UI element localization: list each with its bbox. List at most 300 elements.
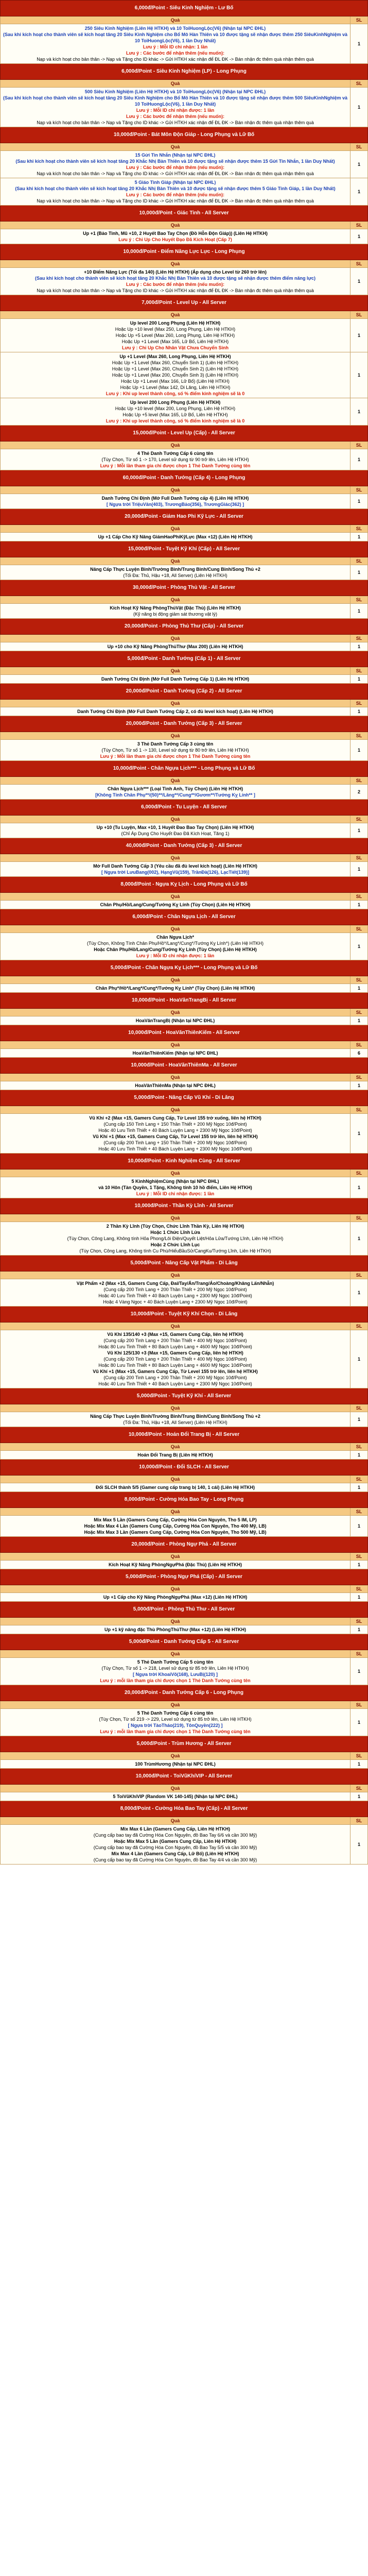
column-header-row [1,816,368,823]
reward-line: Up +1 kỹ năng đặc Thù PhòngThủThư (Max +12) (Liên Hệ HTKH) [104,1627,247,1632]
reward-line: Hoặc Up +1 Level (Max 260, Chuyển Sinh 2) (Liên Hệ HTKH) [112,366,239,371]
reward-line: (Cung cấp 200 Tinh Lang + 150 Thần Thiết + 200 Mỹ Ngọc 10đ/Point) [103,1140,247,1145]
section-title: 60,000đ/Point - Danh Tướng (Cấp 4) - Long Phụng [1,470,368,486]
quantity-cell: 1 [350,88,367,127]
qty-column-header: SL [350,143,367,151]
reward-line: Kích Hoạt Kỹ Năng PhòngNgựPhá (Đặc Thù) (Liên Hệ HTKH) [108,1562,242,1567]
reward-description [1,565,351,580]
table-row [1,740,368,761]
reward-line: Chân Ngựa Lịch* [156,935,194,940]
quest-column-header: Quà [1,222,351,229]
note-line: Lưu ý : Khi up level thành công, số % điểm kinh nghiệm sẽ là 0 [106,391,245,396]
table-row [1,1114,368,1154]
reward-description [1,1760,351,1769]
quantity-cell: 1 [350,707,367,716]
column-header-row [1,1476,368,1483]
quest-column-header: Quà [1,1323,351,1330]
reward-line: (Cung cấp 200 Tinh Lang + 200 Thần Thiết + 200 Mỹ Ngọc 10đ/Point) [103,1375,247,1380]
quest-column-header: Quà [1,143,351,151]
reward-description [1,984,351,993]
section-title: 5,000đ/Point - Phòng Thủ Thư - All Server [1,1602,368,1618]
quantity-cell: 1 [350,984,367,993]
qty-column-header: SL [350,557,367,565]
reward-description [1,1451,351,1460]
note-line: Lưu ý : Các bước để nhận thêm (nếu muốn): [126,192,224,197]
section-header [1,1198,368,1214]
section-title: 10,000đ/Point - Giác Tinh - All Server [1,206,368,222]
column-header-row [1,1785,368,1792]
qty-column-header: SL [350,1650,367,1658]
section-header [1,761,368,777]
reward-line: Hoặc Up +5 level (Max 165, Lữ Bố, Liên Hệ HTKH) [122,412,228,417]
reward-line: Up level 200 Long Phụng (Liên Hệ HTKH) [130,400,221,405]
reward-line: (Tùy Chọn, Từ số 1 -> 218, Level sử dụng từ 85 trở lên, Liên Hệ HTKH) [101,1666,249,1671]
column-header-row [1,635,368,642]
reward-line: Nạp và kích hoạt cho bản thân -> Nạp và Tặng cho ID khác -> Gửi HTKH xác nhận để ĐL ĐK -> Bán nhận đc thêm quà nhận thêm quà [37,198,314,204]
section-header [1,1256,368,1272]
reward-line: Up +1 (Bảo Tinh, Mũ +10, 2 Huyết Bao Tay Chọn (Đồ Hỗn Độn Giáp)) (Liên Hệ HTKH) [83,231,268,236]
note-line: Lưu ý : Mỗi ID chỉ nhận được: 1 lần [136,953,215,958]
section-header [1,580,368,596]
reward-line: Nâng Cấp Thực Luyện Binh/Trường Binh/Trung Binh/Cung Binh/Song Thủ +2 [90,567,260,572]
reward-line: (Tối Đa: Thủ, Hậu +18, All Server) (Liên Hệ HTKH) [123,1420,227,1425]
qty-column-header: SL [350,976,367,984]
reward-description [1,933,351,960]
section-title: 20,000đ/Point - Phòng Ngự Phá - All Server [1,1537,368,1553]
section-title: 10,000đ/Point - HoaVănTrangBị - All Server [1,993,368,1009]
reward-line: Mix Max 6 Lần (Gamers Cung Cấp, Liên Hệ HTKH) [120,1826,231,1832]
section-header [1,1602,368,1618]
reward-description [1,1483,351,1492]
reward-line: Vật Phẩm +2 (Max +15, Gamers Cung Cấp, Đai/Tay/Ấn/Trang/Áo/Choàng/Khăng Lấn/Nhẫn) [76,1281,274,1286]
column-header-row [1,311,368,319]
reward-line: Chân Ngựa Lịch*** (Loại Tình Anh, Tùy Chọn) (Liên Hệ HTKH) [107,786,243,791]
reward-description [1,1709,351,1736]
reward-description [1,740,351,761]
column-header-row [1,1553,368,1561]
qty-column-header: SL [350,1618,367,1625]
quest-column-header: Quà [1,16,351,24]
table-row [1,1760,368,1769]
reward-description [1,178,351,206]
reward-line: [ Ngựa trời TàoTháo(219), TônQuyền(222) ] [128,1723,223,1728]
table-row [1,1593,368,1602]
table-row [1,1516,368,1537]
section-title: 10,000đ/Point - Đổi SLCH - All Server [1,1460,368,1476]
quantity-cell: 1 [350,675,367,684]
reward-description [1,151,351,178]
quantity-cell: 1 [350,229,367,244]
note-line: Lưu ý : Chỉ Up Cho Nhân Vật Chưa Chuyển Sinh [121,345,229,350]
reward-line: (Cung cấp 150 Tinh Lang + 150 Thần Thiết + 200 Mỹ Ngọc 10đ/Point) [103,1122,247,1127]
section-title: 10,000đ/Point - HoaVănThiênKiếm - All Server [1,1025,368,1041]
qty-column-header: SL [350,1106,367,1114]
column-header-row [1,1508,368,1516]
quantity-cell: 1 [350,1177,367,1198]
quest-column-header: Quà [1,976,351,984]
quest-column-header: Quà [1,1618,351,1625]
reward-description [1,1561,351,1569]
reward-line: [ Ngựa trời TriệuVân(403), TrươngBảo(356), TrươngGiác(362) ] [106,502,244,507]
reward-line: 100 TrùmHương (Nhận tại NPC ĐHL) [135,1761,216,1767]
reward-line: Danh Tướng Chỉ Định (Mở Full Danh Tướng Cấp 2, có đủ level kích hoạt) (Liên Hệ HTKH) [77,709,273,714]
section-header [1,1634,368,1650]
reward-description [1,823,351,838]
section-header [1,684,368,700]
qty-column-header: SL [350,893,367,901]
quest-column-header: Quà [1,1553,351,1561]
column-header-row [1,777,368,785]
quantity-cell: 1 [350,1451,367,1460]
reward-description [1,642,351,651]
column-header-row [1,486,368,494]
quantity-cell: 1 [350,533,367,541]
column-header-row [1,1701,368,1709]
quest-column-header: Quà [1,667,351,675]
reward-description [1,1279,351,1307]
column-header-row [1,1106,368,1114]
quest-column-header: Quà [1,1214,351,1222]
reward-line: (Cung cấp bao tay đã Cường Hóa Con Nguyên, đồ Bao Tay 6/6 và cần 300 Mỹ) [93,1833,257,1838]
qty-column-header: SL [350,1074,367,1081]
note-line: Lưu ý : Mỗi ID chỉ nhận được: 1 lần [136,1191,215,1196]
reward-line: và 10 Hôn (Tàn Quyền, 1 Tặng, Không tính 10 hồ điểm, Liên Hệ HTKH) [98,1185,252,1190]
quantity-cell: 1 [350,823,367,838]
section-header [1,1090,368,1106]
section-header [1,244,368,260]
section-header [1,1307,368,1323]
quantity-cell: 1 [350,151,367,178]
table-row [1,1081,368,1090]
column-header-row [1,1404,368,1412]
note-line: Lưu ý : Chỉ Up Cho Huyết Đạo Đã Kích Hoạt (Cấp 7) [118,237,232,242]
table-row [1,1330,368,1388]
table-row [1,1016,368,1025]
column-header-row [1,1009,368,1016]
quest-column-header: Quà [1,1650,351,1658]
table-row [1,352,368,398]
column-header-row [1,16,368,24]
reward-line: (Sau khi kích hoạt cho thành viên sẽ kích hoạt tăng 20 Khắc Nhị Bàn Thiên và 10 được tặng sẽ nhận được thêm 15 Gửi Tin Nhắn, 1 lần Duy Nhất) [15,159,335,164]
qty-column-header: SL [350,1214,367,1222]
reward-line: (Tùy Chọn, Không Tính Chân Phụ/Hồ*/Lang*/Cung*/Tướng Kỵ Lính*) (Liên Hệ HTKH) [87,941,264,946]
reward-line: Hoặc Up +10 level (Max 250, Long Phụng, Liên Hệ HTKH) [115,327,236,332]
reward-description [1,785,351,800]
reward-description [1,1412,351,1427]
table-row [1,494,368,509]
section-header [1,1769,368,1785]
reward-line: Hoán Đổi Trang Bị (Liên Hệ HTKH) [137,1452,213,1458]
reward-line: (Sau khi kích hoạt cho thành viên sẽ kích hoạt tăng 20 Siêu Kinh Nghiệm cho Bổ Mô Hàn Thiên và 10 được tặng sẽ nhận được thêm 250 SiêuKinhNghiệm và 10 ToiHuongLộc(V6), 1 lần Duy Nhất) [3,32,347,43]
quest-column-header: Quà [1,260,351,268]
section-title: 10,000đ/Point - Tuyệt Kỹ Khí Chọn - Di Lăng [1,1307,368,1323]
qty-column-header: SL [350,596,367,604]
reward-description [1,1049,351,1058]
reward-description [1,533,351,541]
table-row [1,1483,368,1492]
section-title: 10,000đ/Point - Điểm Năng Lực Lực - Long Phụng [1,244,368,260]
section-title: 5,000đ/Point - Danh Tướng Cấp 5 - All Server [1,1634,368,1650]
section-header [1,1801,368,1817]
reward-line: 5 Thẻ Danh Tướng Cấp 6 cùng tên [137,1710,214,1716]
reward-line: (Cung cấp 200 Tinh Lang + 200 Thần Thiết + 400 Mỹ Ngọc 10đ/Point) [103,1338,247,1343]
quest-column-header: Quà [1,311,351,319]
quest-column-header: Quà [1,700,351,707]
table-row [1,1279,368,1307]
reward-line: 2 Thần Kỳ Lĩnh (Tùy Chọn, Chức Lĩnh Thần Kỳ, Liên Hệ HTKH) [106,1224,244,1229]
quest-column-header: Quà [1,1041,351,1049]
note-line: Lưu ý : Các bước để nhận thêm (nếu muốn): [126,50,224,56]
quest-column-header: Quà [1,1585,351,1593]
section-header [1,64,368,80]
column-header-row [1,596,368,604]
note-line: Lưu ý : Mỗi lần tham gia chỉ được chọn 1 Thẻ Danh Tướng cùng tên [100,463,251,468]
quantity-cell: 1 [350,268,367,295]
reward-line: Hoặc Mix Max 5 Lần (Gamers Cung Cấp, Liên Hệ HTKH) [114,1839,237,1844]
note-line: Lưu ý : Mỗi ID chỉ nhận được: 1 lần [136,108,215,113]
reward-description [1,268,351,295]
reward-line: Hoặc Up +10 level (Max 200, Long Phụng, Liên Hệ HTKH) [115,406,236,411]
reward-line: Hoặc Up +5 Level (Max 260, Long Phụng, Liên Hệ HTKH) [115,333,235,338]
column-header-row [1,1041,368,1049]
note-line: Lưu ý : Các bước để nhận thêm (nếu muốn): [126,282,224,287]
column-header-row [1,700,368,707]
quantity-cell: 1 [350,319,367,352]
section-header [1,993,368,1009]
section-title: 8,000đ/Point - Cường Hóa Bao Tay (Cấp) - All Server [1,1801,368,1817]
reward-description [1,1114,351,1154]
quest-column-header: Quà [1,1272,351,1279]
section-header [1,800,368,816]
reward-line: Up level 200 Long Phụng (Liên Hệ HTKH) [130,320,221,326]
reward-line: Danh Tướng Chỉ Định (Mở Full Danh Tướng Cấp 1) (Liên Hệ HTKH) [101,676,250,682]
column-header-row [1,260,368,268]
section-header [1,1154,368,1170]
reward-line: Chân Phụ*/Hồ*/Lang*/Cung*/Tướng Kỵ Lính* (Tùy Chọn) (Liên Hệ HTKH) [95,986,255,991]
reward-line: Mix Max 5 Lần (Gamers Cung Cấp, Cường Hóa Con Nguyên, Tho 5 IM, LP) [94,1517,257,1522]
reward-line: Hoặc 40 Lưu Tinh Thiết + 40 Bách Luyện Lang + 2300 Mỹ Ngọc 10đ/Point) [98,1146,252,1151]
table-row [1,604,368,619]
reward-line: Hoặc 80 Lưu Tinh Thiết + 80 Bách Luyện Lang + 4600 Mỹ Ngọc 10đ/Point) [98,1363,252,1368]
reward-line: Vũ Khí +1 (Max +15, Gamers Cung Cấp, Từ Level 155 trở lên, liên hệ HTKH) [93,1134,258,1139]
section-header [1,1569,368,1585]
reward-line: (Kỹ năng bị động giảm sát thương vật lý) [133,612,217,617]
quantity-cell: 1 [350,1792,367,1801]
column-header-row [1,1443,368,1451]
note-line: Lưu ý : Mỗi lần tham gia chỉ được chọn 1 Thẻ Danh Tướng cùng tên [100,754,251,759]
qty-column-header: SL [350,1752,367,1760]
reward-line: Vũ Khí +2 (Max +15, Gamers Cung Cấp, Từ Level 155 trở xuống, liên hệ HTKH) [89,1115,261,1121]
section-header [1,877,368,893]
reward-line: Hoặc 80 Lưu Tinh Thiết + 80 Bách Luyện Lang + 4600 Mỹ Ngọc 10đ/Point) [98,1344,252,1349]
table-row [1,1412,368,1427]
section-header [1,470,368,486]
reward-line: Hoặc Mix Max 4 Lần (Gamers Cung Cấp, Cường Hóa Con Nguyên, Tho 400 Mỹ, LB) [84,1523,267,1529]
quantity-cell: 1 [350,1412,367,1427]
quantity-cell: 1 [350,494,367,509]
column-header-row [1,1585,368,1593]
section-title: 6,000đ/Point - Siêu Kinh Nghiệm - Lư Bố [1,1,368,16]
reward-line: Hoặc Up +1 Level (Max 166, Lữ Bố) (Liên Hệ HTKH) [121,379,230,384]
section-title: 6,000đ/Point - Chân Ngựa Lịch - All Server [1,909,368,925]
quest-column-header: Quà [1,1752,351,1760]
qty-column-header: SL [350,442,367,449]
quest-column-header: Quà [1,635,351,642]
column-header-row [1,557,368,565]
qty-column-header: SL [350,222,367,229]
section-title: 20,000đ/Point - Phòng Thủ Thư (Cấp) - All Server [1,619,368,635]
table-row [1,675,368,684]
table-row [1,533,368,541]
qty-column-header: SL [350,816,367,823]
section-header [1,127,368,143]
reward-description [1,1516,351,1537]
table-row [1,933,368,960]
quantity-cell: 1 [350,1483,367,1492]
table-row [1,901,368,909]
reward-line: Đổi SLCH thành 5/5 (Gamer cung cấp trang bị 140, 1 cái) (Liên Hệ HTKH) [95,1485,255,1490]
quantity-cell: 1 [350,565,367,580]
reward-description [1,352,351,398]
reward-description [1,494,351,509]
section-title: 5,000đ/Point - Trùm Hương - All Server [1,1736,368,1752]
reward-line: (Cung cấp 200 Tinh Lang + 200 Thần Thiết + 200 Mỹ Ngọc 10đ/Point) [103,1287,247,1292]
column-header-row [1,667,368,675]
reward-line: Hoặc Up +1 Level (Max 260, Chuyển Sinh 1) (Liên Hệ HTKH) [112,360,239,365]
section-title: 5,000đ/Point - Nâng Cấp Vật Phẩm - Di Lăng [1,1256,368,1272]
quantity-cell: 1 [350,398,367,426]
qty-column-header: SL [350,1701,367,1709]
reward-line: [ Ngựa trời LưuBang(002), HạngVũ(159), TrầnĐà(126), LạcTiết(139)] [101,870,250,875]
note-line: Lưu ý : mỗi lần tham gia chỉ được chọn 1 Thẻ Danh Tướng cùng tên [100,1678,251,1683]
column-header-row [1,1074,368,1081]
section-header [1,1388,368,1404]
quest-column-header: Quà [1,1106,351,1114]
table-row [1,24,368,64]
qty-column-header: SL [350,925,367,933]
reward-line: (Tùy Chọn, Công Lang, Không tính Hỏa Phong/Lôi Điện/Quyết Liệt/Hỏa Lửa/Tướng Lĩnh, Liên Hệ HTKH) [67,1236,284,1241]
quest-column-header: Quà [1,1508,351,1516]
reward-line: Nâng Cấp Thực Luyện Binh/Trường Binh/Trung Binh/Cung Binh/Song Thủ +2 [90,1414,260,1419]
reward-line: Hoặc 4 Vàng Ngọc + 40 Bách Luyện Lang + 2300 Mỹ Ngọc 10đ/Point) [103,1299,248,1304]
section-title: 5,000đ/Point - Danh Tướng (Cấp 1) - All Server [1,651,368,667]
table-row [1,642,368,651]
quest-column-header: Quà [1,777,351,785]
quantity-cell: 1 [350,1658,367,1685]
qty-column-header: SL [350,1323,367,1330]
reward-line: (Sau khi kích hoạt cho thành viên sẽ kích hoạt tăng 20 Siêu Kinh Nghiệm cho Bổ Mô Hàn Thiên và 10 được tặng sẽ nhận được thêm 500 SiêuKinhNghiệm và 10 ToiHuongLộc(V6), 1 lần Duy Nhất) [3,95,347,107]
table-row [1,88,368,127]
quantity-cell: 1 [350,740,367,761]
reward-line: Hoặc Up +1 Level (Max 165, Lữ Bố, Liên Hệ HTKH) [121,339,229,344]
reward-line: 4 Thẻ Danh Tướng Cấp 6 cùng tên [137,451,214,456]
section-title: 10,000đ/Point - Kinh Nghiệm Cùng - All Server [1,1154,368,1170]
reward-description [1,24,351,64]
column-header-row [1,732,368,740]
reward-line: (Sau khi kích hoạt cho thành viên sẽ kích hoạt tăng 20 Khắc Nhị Bàn Thiên và 10 được tặng sẽ nhận được thêm điểm năng lực) [35,276,316,281]
reward-description [1,449,351,470]
column-header-row [1,143,368,151]
column-header-row [1,893,368,901]
quest-column-header: Quà [1,732,351,740]
reward-line: 250 Siêu Kinh Nghiệm (Liên Hệ HTKH) và 10 ToiHuongLộc(V6) (Nhận tại NPC ĐHL) [84,26,266,31]
section-title: 8,000đ/Point - Cường Hóa Bao Tay - Long Phụng [1,1492,368,1508]
reward-line: Hoặc 1 Chức Lĩnh Lửa [150,1230,200,1235]
reward-line: 5 ToiVũKhíVIP (Random VK 140-145) (Nhận tại NPC ĐHL) [113,1794,238,1799]
reward-line: Hoặc 40 Lưu Tinh Thiết + 40 Bách Luyện Lang + 2300 Mỹ Ngọc 10đ/Point) [98,1381,252,1386]
section-header [1,426,368,442]
reward-line: 3 Thẻ Danh Tướng Cấp 3 cùng tên [137,741,214,747]
reward-line: Up +10 cho Kỹ Năng PhòngThủThư (Max 200) (Liên Hệ HTKH) [107,644,243,649]
reward-line: Hoặc 40 Lưu Tinh Thiết + 40 Bách Luyện Lang + 2300 Mỹ Ngọc 10đ/Point) [98,1293,252,1298]
reward-description [1,1825,351,1865]
column-header-row [1,1752,368,1760]
qty-column-header: SL [350,777,367,785]
reward-line: Hoặc 40 Lưu Tinh Thiết + 40 Bách Luyện Lang + 2300 Mỹ Ngọc 10đ/Point) [98,1128,252,1133]
reward-description [1,398,351,426]
reward-line: (Chỉ Áp Dụng Cho Huyết Đao Đã Kích Hoạt, Tăng 1) [121,831,230,836]
quantity-cell: 1 [350,1709,367,1736]
section-header [1,1,368,16]
reward-description [1,1593,351,1602]
column-header-row [1,925,368,933]
column-header-row [1,976,368,984]
reward-description [1,88,351,127]
quest-column-header: Quà [1,557,351,565]
quest-column-header: Quà [1,1443,351,1451]
column-header-row [1,1817,368,1825]
reward-line: HoaVănThiênKiếm (Nhận tại NPC ĐHL) [132,1050,218,1056]
table-row [1,268,368,295]
qty-column-header: SL [350,525,367,533]
quest-column-header: Quà [1,442,351,449]
section-header [1,1492,368,1508]
section-header [1,1736,368,1752]
section-title: 10,000đ/Point - Bát Môn Độn Giáp - Long Phụng và Lữ Bố [1,127,368,143]
reward-line: Hoặc 2 Chức Lĩnh Lục [150,1242,200,1247]
section-title: 6,000đ/Point - Tu Luyện - All Server [1,800,368,816]
reward-description [1,229,351,244]
quantity-cell: 1 [350,642,367,651]
quantity-cell: 2 [350,785,367,800]
quantity-cell: 1 [350,1222,367,1256]
column-header-row [1,854,368,862]
reward-line: 5 Giáo Tinh Giáp (Nhận tại NPC ĐHL) [134,180,216,185]
reward-line: Chân Phụ/Hồ/Lang/Cung/Tướng Kỵ Lính (Tùy Chọn) (Liên Hệ HTKH) [100,902,251,907]
section-header [1,206,368,222]
quest-column-header: Quà [1,1476,351,1483]
quantity-cell: 1 [350,933,367,960]
section-title: 5,000đ/Point - Chân Ngựa Kỵ Lịch*** - Long Phụng và Lữ Bố [1,960,368,976]
reward-line: Up +1 Cấp cho Kỹ Năng PhòngNgựPhá (Max +12) (Liên Hệ HTKH) [103,1595,248,1600]
quest-column-header: Quà [1,816,351,823]
reward-line: Nạp và kích hoạt cho bản thân -> Nạp và Tặng cho ID khác -> Gửi HTKH xác nhận để ĐL ĐK -> Bán nhận đc thêm quà nhận thêm quà [37,120,314,125]
reward-line: Hoặc Up +1 Level (Max 200, Chuyển Sinh 3) (Liên Hệ HTKH) [112,372,239,378]
section-header [1,1685,368,1701]
column-header-row [1,525,368,533]
section-title: 5,000đ/Point - Tuyệt Kỹ Khí - All Server [1,1388,368,1404]
quest-column-header: Quà [1,1785,351,1792]
reward-description [1,604,351,619]
quest-column-header: Quà [1,1074,351,1081]
reward-line: Mở Full Danh Tướng Cấp 3 (Yêu cầu đã đủ level kích hoạt) (Liên Hệ HTKH) [93,863,257,869]
reward-line: (Cung cấp 200 Tinh Lang + 200 Thần Thiết + 400 Mỹ Ngọc 10đ/Point) [103,1357,247,1362]
table-row [1,862,368,877]
section-header [1,960,368,976]
reward-line: Mix Max 4 Lần (Gamers Cung Cấp, Lữ Bố) (Liên Hệ HTKH) [111,1851,239,1856]
quest-column-header: Quà [1,1817,351,1825]
section-title: 10,000đ/Point - Chân Ngựa Lịch*** - Long Phụng và Lữ Bố [1,761,368,777]
